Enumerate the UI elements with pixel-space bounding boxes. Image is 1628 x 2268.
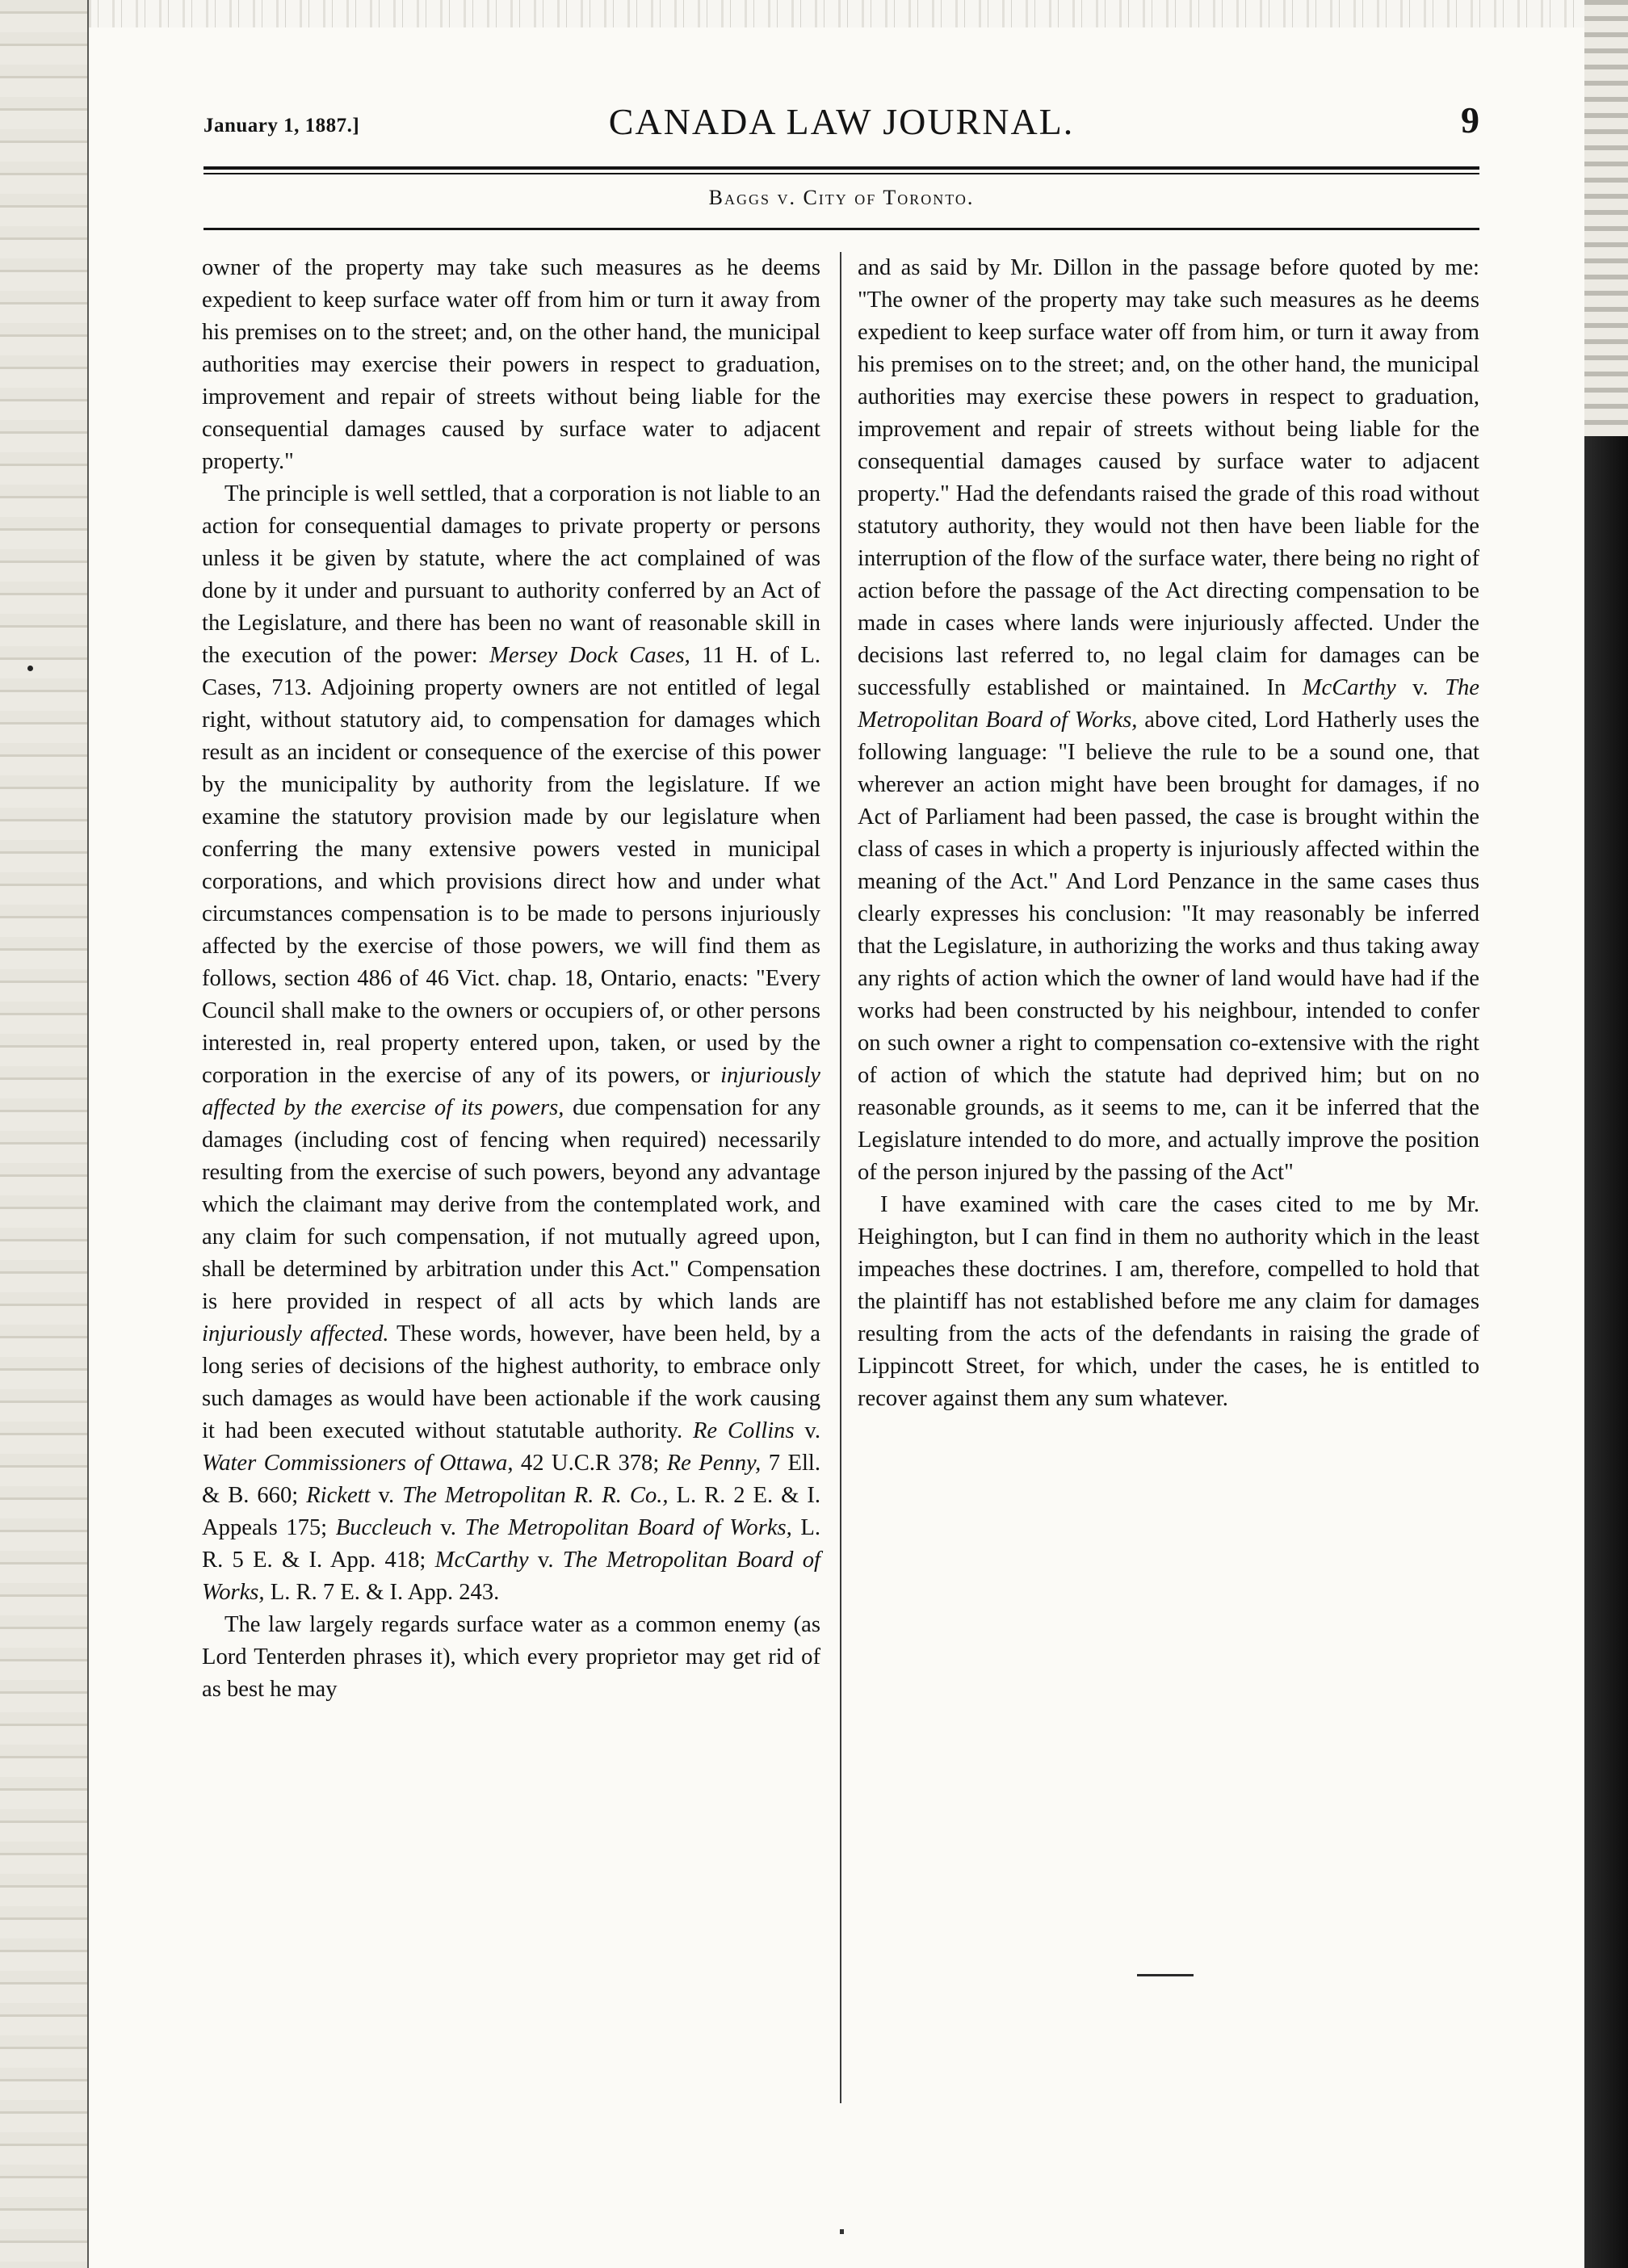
case-citation: injuriously affected by the exercise of its powers, <box>202 1063 820 1120</box>
subtitle-rule <box>204 228 1479 230</box>
case-citation: The Metropolitan Board of Works, <box>858 675 1479 733</box>
body-text: v. <box>794 1418 820 1443</box>
running-head <box>204 95 1479 152</box>
case-citation: Water Commissioners of Ottawa, <box>202 1451 514 1476</box>
paragraph <box>202 252 820 478</box>
case-citation: Rickett <box>306 1483 371 1508</box>
paragraph <box>858 1189 1479 1415</box>
body-text: I have examined with care the cases cited to me by Mr. Heighington, but I can find in them no authority which in the least impeaches these doctrines. I am, therefore, compelled to hold that the plaintiff has not established before me any claim for damages resulting from the acts of the defendants in raising the grade of Lippincott Street, for which, under the cases, he is entitled to recover against them any sum whatever. <box>858 1192 1479 1411</box>
scan-speck <box>27 666 33 671</box>
case-citation: The Metropolitan R. R. Co., <box>402 1483 669 1508</box>
body-text: The law largely regards surface water as a common enemy (as Lord Tenterden phrases it), which every proprietor may get rid of as best he may <box>202 1612 820 1702</box>
paragraph <box>858 252 1479 1189</box>
case-citation: McCarthy <box>1302 675 1396 700</box>
body-text: 42 U.C.R 378; <box>513 1451 667 1476</box>
case-citation: McCarthy <box>434 1548 529 1573</box>
body-text: L. R. 7 E. & I. App. 243. <box>264 1580 500 1605</box>
paragraph <box>202 478 820 1609</box>
body-text: 7 Ell. & B. 660; <box>202 1451 820 1508</box>
body-text: The principle is well settled, that a corporation is not liable to an action for consequential damages to private property or persons unless it be given by statute, where the act complained of was done by it under and pursuant to authority conferred by an Act of the Legislature, and there has been no want of reasonable skill in the execution of the power: <box>202 481 820 668</box>
case-citation: Mersey Dock Cases, <box>489 643 690 668</box>
journal-title: CANADA LAW JOURNAL. <box>608 101 1075 142</box>
body-text: above cited, Lord Hatherly uses the following language: "I believe the rule to be a sound one, that wherever an action might have been brought for damages, if no Act of Parliament had been passed, the case is brought within the class of cases in which a property is injuriously affected within the meaning of the Act." And Lord Penzance in the same cases thus clearly expresses his conclusion: "It may reasonably be inferred that the Legislature, in authorizing the works and thus taking away any rights of action which the owner of land would have had if the works had been constructed by his neighbour, intended to confer on such owner a right to compensation co-extensive with the right of action of which the statute had deprived him; but on no reasonable grounds, as it seems to me, can it be inferred that the Legislature intended to do more, and actually improve the position of the person injured by the passing of the Act" <box>858 708 1479 1185</box>
case-citation: injuriously affected. <box>202 1321 389 1346</box>
body-text: 11 H. of L. Cases, 713. Adjoining property owners are not entitled of legal right, without statutory aid, to compensation for damages which result as an incident or consequence of the exercise of this power by the municipality by authority from the legislature. If we examine the statutory provision made by our legislature when conferring the many extensive powers vested in municipal corporations, and which provisions direct how and under what circumstances compensation is to be made to persons injuriously affected by the exercise of those powers, we will find them as follows, section 486 of 46 Vict. chap. 18, Ontario, enacts: "Every Council shall make to the owners or occupiers of, or other persons interested in, real property entered upon, taken, or used by the corporation in the exercise of any of its powers, or <box>202 643 820 1088</box>
body-text: owner of the property may take such measures as he deems expedient to keep surface water off from him or turn it away from his premises on to the street; and, on the other hand, the municipal authorities may exercise their powers in respect to graduation, improvement and repair of streets without being liable for the consequential damages caused by surface water to adjacent property." <box>202 255 820 474</box>
scan-right-edge <box>1584 436 1628 2268</box>
page-binding-margin <box>0 0 89 2268</box>
running-head-date: January 1, 1887.] <box>204 115 360 136</box>
case-citation: The Metropolitan Board of Works, <box>202 1548 820 1605</box>
right-column <box>858 252 1479 1415</box>
body-text: due compensation for any damages (including cost of fencing when required) necessarily resulting from the exercise of such powers, beyond any advantage which the claimant may derive from the contemplated work, and any claim for such compensation, if not mutually agreed upon, shall be determined by arbitration under this Act." Compensation is here provided in respect of all acts by which lands are <box>202 1095 820 1314</box>
paragraph <box>202 1609 820 1706</box>
body-text: These words, however, have been held, by a long series of decisions of the highest authority, to embrace only such damages as would have been actionable if the work causing it had been executed without statutable authority. <box>202 1321 820 1443</box>
case-citation: The Metropolitan Board of Works, <box>464 1515 792 1540</box>
case-title: Baggs v. City of Toronto. <box>708 186 975 209</box>
body-text: v. <box>431 1515 465 1540</box>
case-citation: Buccleuch <box>335 1515 432 1540</box>
scan-speck <box>840 2229 844 2234</box>
body-text: v. <box>528 1548 563 1573</box>
body-text: v. <box>370 1483 403 1508</box>
case-citation: Re Collins <box>692 1418 795 1443</box>
scan-right-edge-top <box>1584 0 1628 436</box>
end-of-article-rule <box>1137 1974 1194 1976</box>
body-text: and as said by Mr. Dillon in the passage before quoted by me: "The owner of the property may take such measures as he deems expedient to keep surface water off from him, or turn it away from his premises on to the street; and, on the other hand, the municipal authorities may exercise these powers in respect to graduation, improvement and repair of streets without being liable for the consequential damages caused by surface water to adjacent property." Had the defendants raised the grade of this road without statutory authority, they would not then have been liable for the interruption of the flow of the surface water, there being no right of action before the passage of the Act directing compensation to be made in cases where lands were injuriously affected. Under the decisions last referred to, no legal claim for damages can be successfully established or maintained. In <box>858 255 1479 700</box>
column-divider <box>840 252 841 2103</box>
body-text: L. R. 5 E. & I. App. 418; <box>202 1515 820 1573</box>
body-text: L. R. 2 E. & I. Appeals 175; <box>202 1483 820 1540</box>
left-column <box>202 252 820 1706</box>
page-number: 9 <box>1461 99 1479 141</box>
body-text: v. <box>1395 675 1445 700</box>
header-rule-thick <box>204 166 1479 170</box>
header-rule-thin <box>204 173 1479 174</box>
scan-top-noise <box>89 0 1628 27</box>
case-citation: Re Penny, <box>666 1451 762 1476</box>
